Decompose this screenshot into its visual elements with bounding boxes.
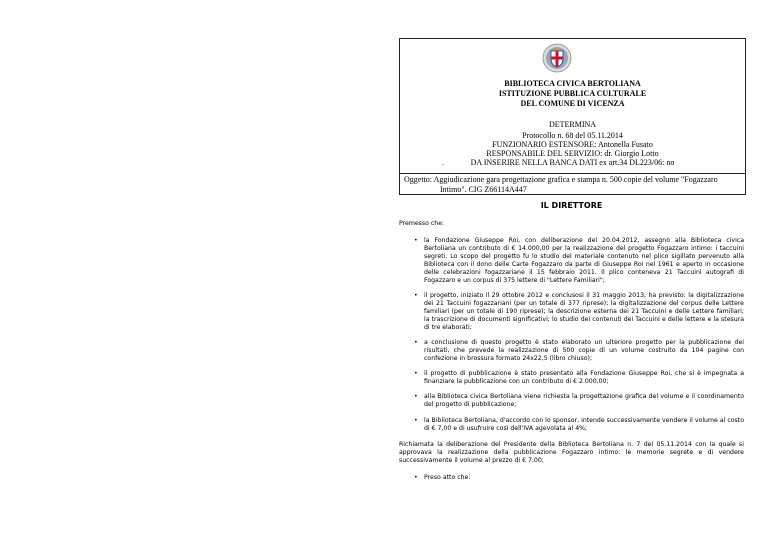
document-header	[399, 38, 746, 195]
bullet-5-text: alla Biblioteca civica Bertoliana viene richiesta la progettazione grafica del volume e il coordinamento del progetto di pubblicazione;	[424, 393, 744, 409]
bullet-4-text: il progetto di pubblicazione è stato presentato alla Fondazione Giuseppe Roi, che si è impegnata a finanziare la pubblicazione con un contributo di € 2.000,00;	[424, 370, 744, 386]
subject-line-1: Aggiudicazione gara progettazione grafica e stampa n. 500 copie del volume "Fogazzaro	[433, 175, 718, 184]
premise-label: Premesso che:	[399, 220, 445, 227]
institution-name: BIBLIOTECA CIVICA BERTOLIANA	[504, 79, 641, 88]
bullet-6-glyph: •	[414, 417, 418, 424]
bullet-3-text: a conclusione di questo progetto è stato elaborato un ulteriore progetto per la pubblicazione dei risultati, che prevede la realizzazione di 500 copie di un volume costruito da 104 pagine con confezione in brossura formato 24x22,5 (libro chiuso);	[424, 339, 744, 363]
document-type: DETERMINA	[548, 120, 597, 129]
resolution-paragraph: Richiamata la deliberazione del Presidente della Biblioteca Bertoliana n. 7 del 05.11.2014 con la quale si approvava la realizzazione della pubblicazione Fogazzaro intimo: le memorie segrete e di vendere successivamente il volume al prezzo di € 7,00;	[399, 441, 744, 465]
bullet-1-text: la Fondazione Giuseppe Roi, con deliberazione del 20.04.2012, assegnò alla Biblioteca civica Bertoliana un contributo di € 14.000,00 per la realizzazione del progetto Fogazzaro intimo: i taccuini segreti. Lo scopo del progetto fu lo studio del materiale contenuto nel plico sigillato pervenuto alla Biblioteca con il dono delle Carte Fogazzaro da parte di Giuseppe Roi nel 1961 e aperto in occasione delle celebrazioni fogazzariane il 15 febbraio 2011. Il plico conteneva 21 Taccuini autografi di Fogazzaro e un corpus di 375 lettere di "Lettere Familiari";	[424, 237, 744, 285]
protocol-number: Protocollo n. 68 del 05.11.2014	[522, 131, 623, 140]
section-title: IL DIRETTORE	[540, 201, 603, 210]
subject-block	[404, 175, 740, 195]
subject-label: Oggetto:	[404, 175, 432, 184]
publish-note: DA INSERIRE NELLA BANCA DATI ex art.34 DL223/06: no	[470, 158, 675, 167]
bullet-3-glyph: •	[414, 339, 418, 346]
bullet-4-glyph: •	[414, 370, 418, 377]
manager-line: RESPONSABILE DEL SERVIZIO: dr. Giorgio Lotto	[486, 149, 659, 158]
bullet-1-glyph: •	[414, 237, 418, 244]
bullet-6-text: la Biblioteca Bertoliana, d'accordo con lo sponsor, intende successivamente vendere il volume al costo di € 7,00 e di usufruire così dell'IVA agevolata al 4%;	[424, 417, 744, 433]
bullet-7-glyph: •	[414, 474, 418, 481]
bullet-dot: .	[442, 158, 444, 167]
city-coat-of-arms-icon	[542, 43, 572, 73]
bullet-5-glyph: •	[414, 393, 418, 400]
bullet-2-glyph: •	[414, 292, 418, 299]
institution-type: ISTITUZIONE PUBBLICA CULTURALE	[498, 89, 647, 98]
institution-city: DEL COMUNE DI VICENZA	[520, 99, 625, 108]
header-divider	[400, 173, 745, 174]
author-line: FUNZIONARIO ESTENSORE: Antonella Fusato	[492, 140, 653, 149]
subject-line-2: Intimo". CIG Z66114A447	[440, 185, 527, 194]
bullet-2-text: il progetto, iniziato il 29 ottobre 2012 e conclusosi il 31 maggio 2013, ha previsto: la digitalizzazione dei 21 Taccuini fogazzariani (per un totale di 377 riprese); la digitalizzazione del corpus delle Lettere familiari (per un totale di 190 riprese); la descrizione esterna dei 21 Taccuini e delle Lettere familiari; la trascrizione di documenti significativi; lo studio dei contenuti dei Taccuini e delle lettere e la stesura di tre elaborati;	[424, 292, 744, 332]
noted-label: Preso atto che:	[424, 474, 471, 481]
